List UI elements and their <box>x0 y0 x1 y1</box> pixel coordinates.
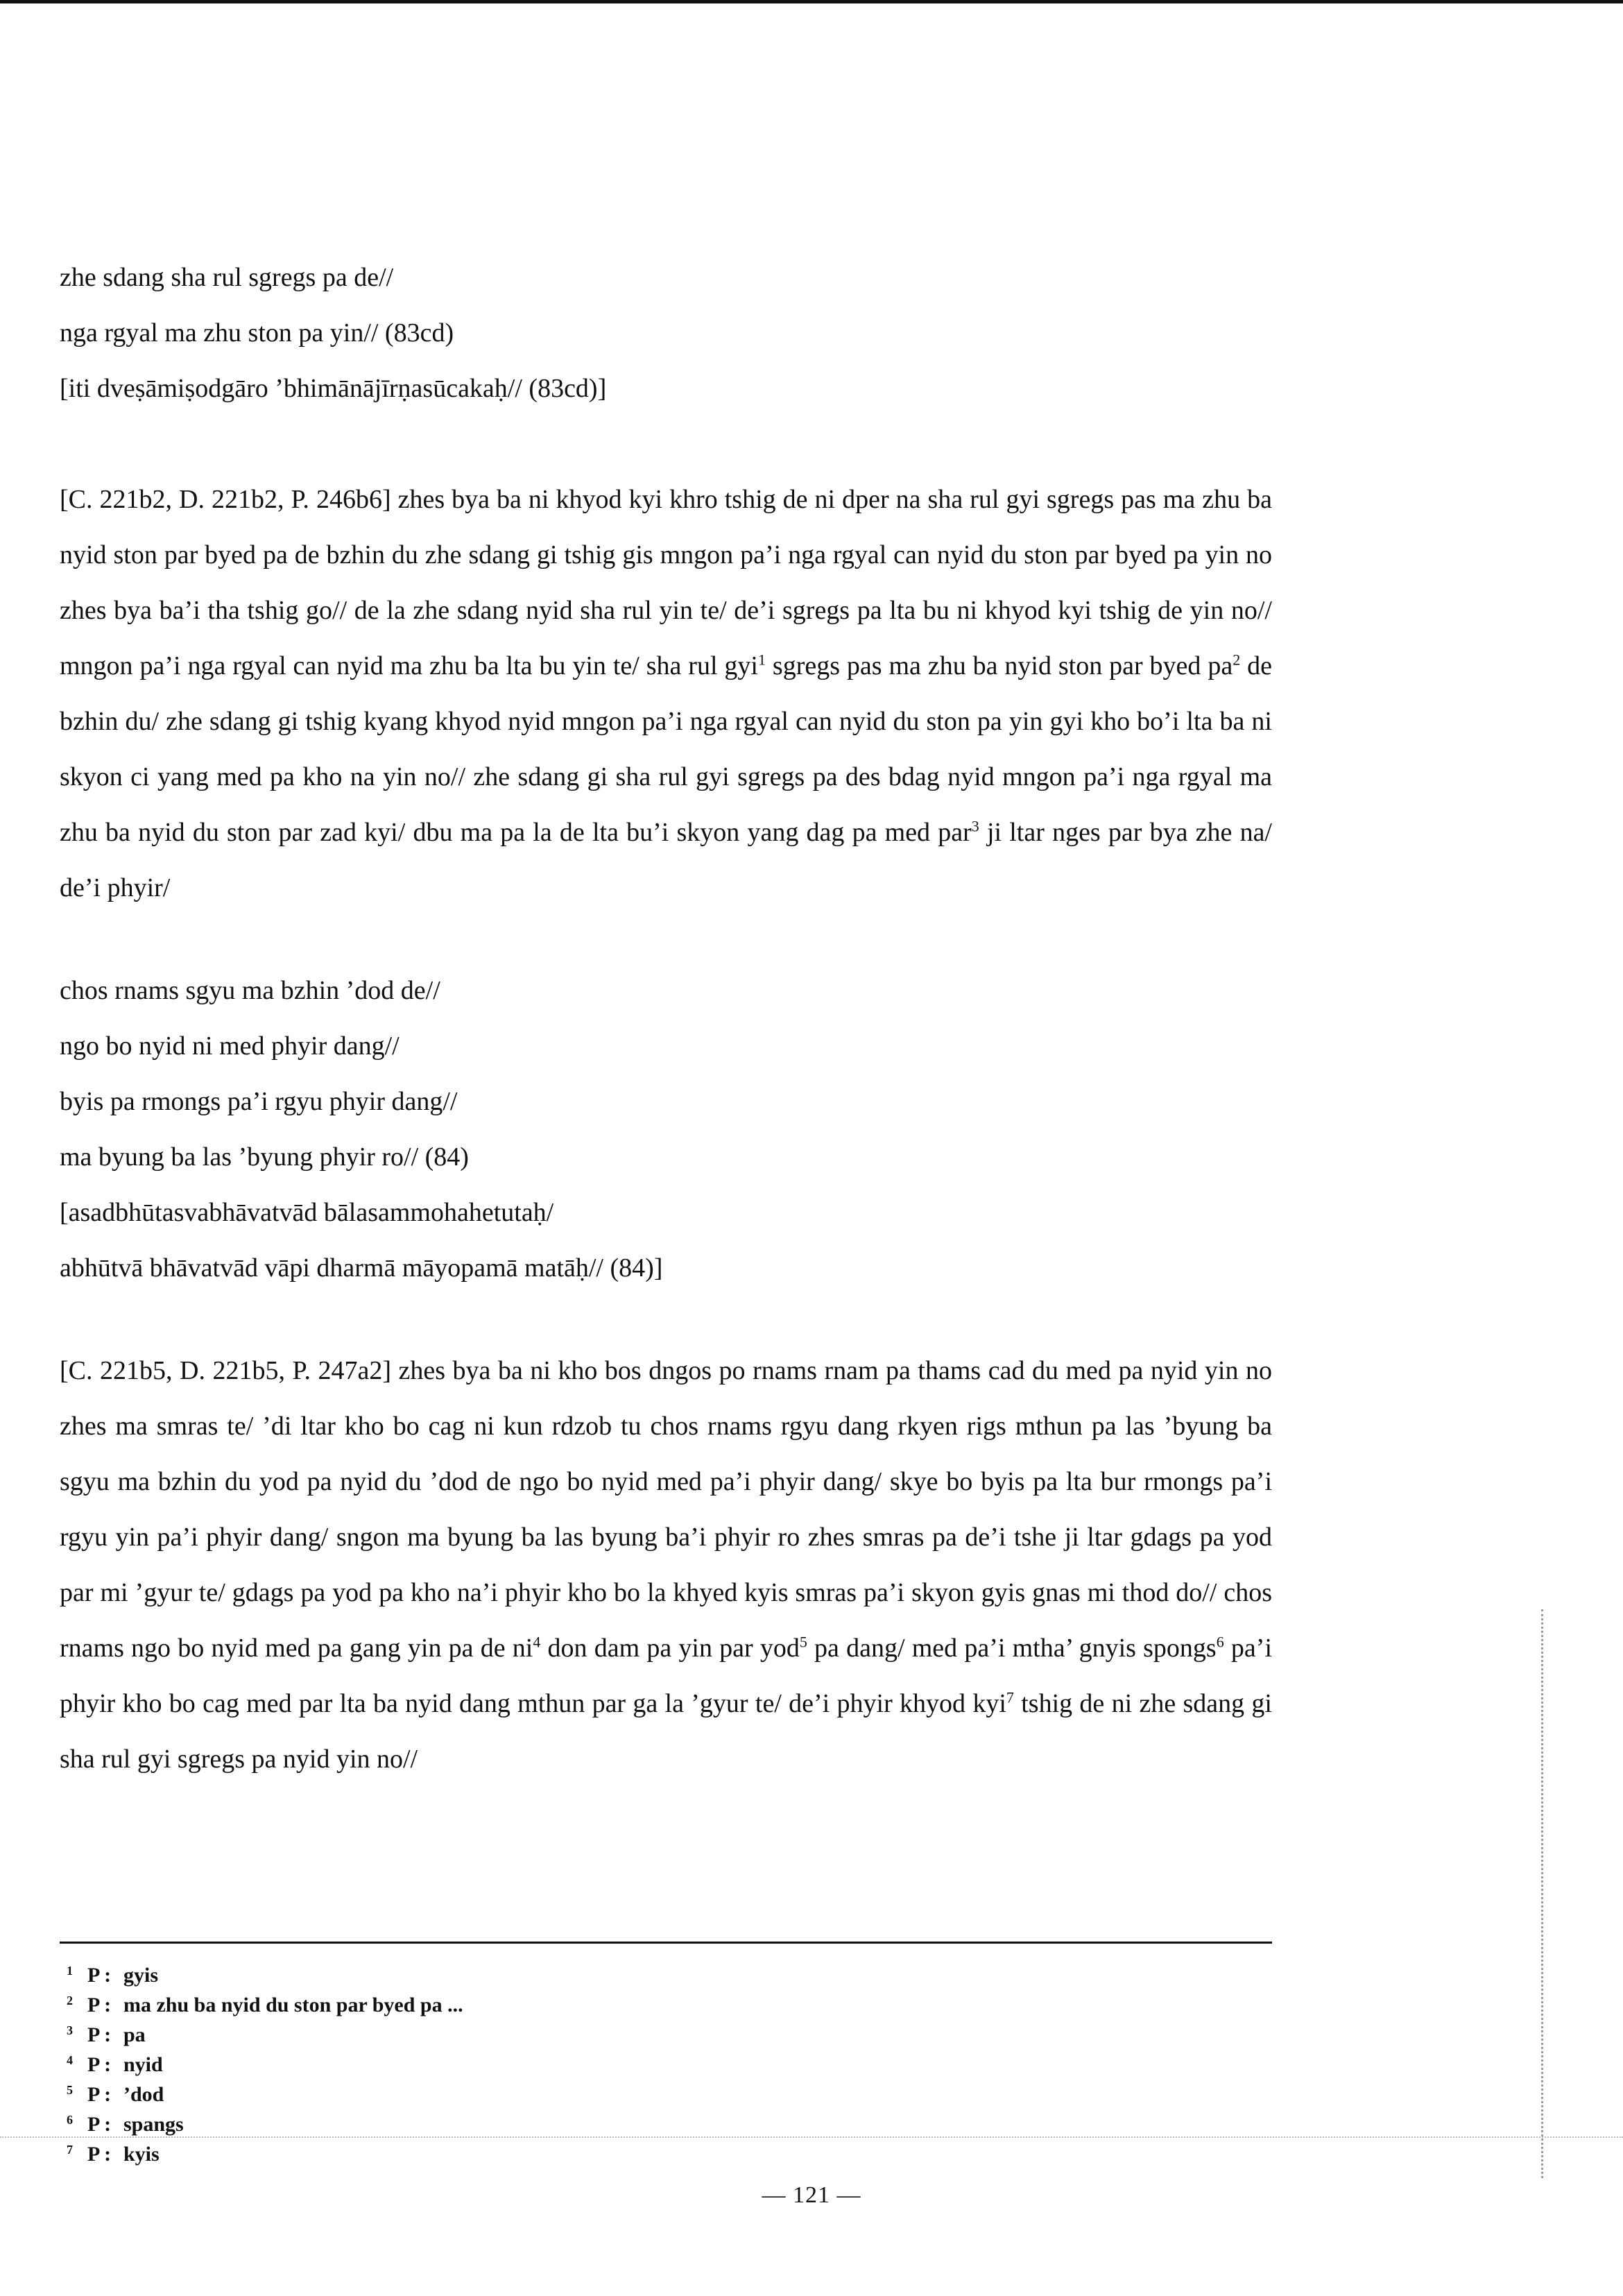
scan-artifact-line <box>0 2136 1623 2138</box>
footnote-source: P : <box>87 2113 112 2136</box>
footnote-text: gyis <box>123 1964 159 1987</box>
commentary-text: don dam pa yin par yod <box>540 1634 800 1663</box>
verse-84 <box>60 963 1272 1296</box>
verse-line-sanskrit: abhūtvā bhāvatvād vāpi dharmā māyopamā matāḥ// (84)] <box>60 1253 663 1283</box>
footnote-divider <box>60 1942 1272 1944</box>
footnote <box>67 2139 760 2169</box>
commentary-text: [C. 221b5, D. 221b5, P. 247a2] zhes bya ba ni kho bos dngos po rnams rnam pa thams cad du med pa nyid yin no zhes ma smras te/ ’di ltar kho bo cag ni kun rdzob tu chos rnams rgyu dang rkyen rigs mthun pa las ’byung ba sgyu ma bzhin du yod pa nyid du ’dod de ngo bo nyid med pa’i phyir dang/ skye bo byis pa lta bur rmongs pa’i rgyu yin pa’i phyir dang/ sngon ma byung ba las byung ba’i phyir ro zhes smras pa de’i tshe ji ltar gdags pa yod par mi ’gyur te/ gdags pa yod pa kho na’i phyir kho bo la khyed kyis smras pa’i skyon gyis gnas mi thod do// chos rnams ngo bo nyid med pa gang yin pa de ni <box>60 1356 1272 1663</box>
verse-line: nga rgyal ma zhu ston pa yin// (83cd) <box>60 318 454 348</box>
footnote-text: ma zhu ba nyid du ston par byed pa ... <box>123 1994 463 2016</box>
footnote-ref: 7 <box>1006 1688 1014 1706</box>
footnote-mark: 6 <box>67 2113 73 2127</box>
footnote-source: P : <box>87 2053 112 2076</box>
footnote-source: P : <box>87 2083 112 2106</box>
footnote-text: pa <box>123 2023 146 2046</box>
commentary-paragraph-1 <box>60 472 1272 916</box>
commentary-paragraph-2 <box>60 1343 1272 1787</box>
footnote-source: P : <box>87 1964 112 1987</box>
footnote-source: P : <box>87 2023 112 2046</box>
footnote-text: ’dod <box>123 2083 164 2106</box>
footnote-text: spangs <box>123 2113 184 2136</box>
footnote <box>67 2109 760 2139</box>
commentary-text: tshig de ni zhe sdang gi sha rul gyi sgregs pa nyid yin no// <box>60 1689 1272 1774</box>
footnote-ref: 2 <box>1233 651 1241 669</box>
footnote <box>67 2080 760 2109</box>
footnote-mark: 4 <box>67 2053 73 2067</box>
footnote-ref: 1 <box>758 651 766 669</box>
footnote-ref: 5 <box>799 1633 807 1651</box>
top-edge-rule <box>0 0 1623 3</box>
footnote <box>67 2020 760 2050</box>
footnote-mark: 2 <box>67 1994 73 2007</box>
commentary-text: pa dang/ med pa’i mtha’ gnyis spongs <box>807 1634 1217 1663</box>
verse-line: zhe sdang sha rul sgregs pa de// <box>60 263 394 292</box>
footnote <box>67 1960 760 1990</box>
footnote-mark: 5 <box>67 2083 73 2097</box>
commentary-text: ji ltar nges par bya zhe na/ de’i phyir/ <box>60 818 1272 902</box>
footnote-source: P : <box>87 2143 112 2166</box>
footnote-mark: 7 <box>67 2143 73 2157</box>
footnote-mark: 1 <box>67 1964 73 1978</box>
commentary-text: [C. 221b2, D. 221b2, P. 246b6] zhes bya ba ni khyod kyi khro tshig de ni dper na sha rul gyi sgregs pas ma zhu ba nyid ston par byed pa de bzhin du zhe sdang gi tshig gis mngon pa’i nga rgyal can nyid du ston par byed pa yin no zhes bya ba’i tha tshig go// de la zhe sdang nyid sha rul yin te/ de’i sgregs pa lta bu ni khyod kyi tshig de yin no// mngon pa’i nga rgyal can nyid ma zhu ba lta bu yin te/ sha rul gyi <box>60 485 1272 680</box>
verse-line: ma byung ba las ’byung phyir ro// (84) <box>60 1142 469 1172</box>
footnote-source: P : <box>87 1994 112 2016</box>
footnote <box>67 1990 760 2020</box>
page-number: — 121 — <box>762 2182 861 2208</box>
commentary-text: de bzhin du/ zhe sdang gi tshig kyang khyod nyid mngon pa’i nga rgyal can nyid du ston pa yin gyi kho bo’i lta ba ni skyon ci yang med pa kho na yin no// zhe sdang gi sha rul gyi sgregs pa des bdag nyid mngon pa’i nga rgyal ma zhu ba nyid du ston par zad kyi/ dbu ma pa la de lta bu’i skyon yang dag pa med par <box>60 651 1272 847</box>
verse-line: byis pa rmongs pa’i rgyu phyir dang// <box>60 1087 458 1116</box>
verse-line: chos rnams sgyu ma bzhin ’dod de// <box>60 976 440 1005</box>
footnote-text: kyis <box>123 2143 160 2166</box>
page-body <box>60 250 1272 1787</box>
footnote <box>67 2050 760 2080</box>
verse-83 <box>60 250 1272 416</box>
commentary-text: pa’i phyir kho bo cag med par lta ba nyid dang mthun par ga la ’gyur te/ de’i phyir khyod kyi <box>60 1634 1273 1718</box>
footnote-text: nyid <box>123 2053 163 2076</box>
footnote-ref: 4 <box>533 1633 541 1651</box>
scan-margin-dots <box>1541 1609 1546 2178</box>
commentary-text: sgregs pas ma zhu ba nyid ston par byed pa <box>766 651 1233 680</box>
footnote-ref: 6 <box>1216 1633 1224 1651</box>
verse-line-sanskrit: [iti dveṣāmiṣodgāro ’bhimānājīrṇasūcakaḥ// (83cd)] <box>60 374 607 403</box>
footnote-mark: 3 <box>67 2023 73 2037</box>
footnote-ref: 3 <box>971 817 979 835</box>
verse-line: ngo bo nyid ni med phyir dang// <box>60 1031 400 1061</box>
verse-line-sanskrit: [asadbhūtasvabhāvatvād bālasammohahetutaḥ/ <box>60 1198 554 1227</box>
